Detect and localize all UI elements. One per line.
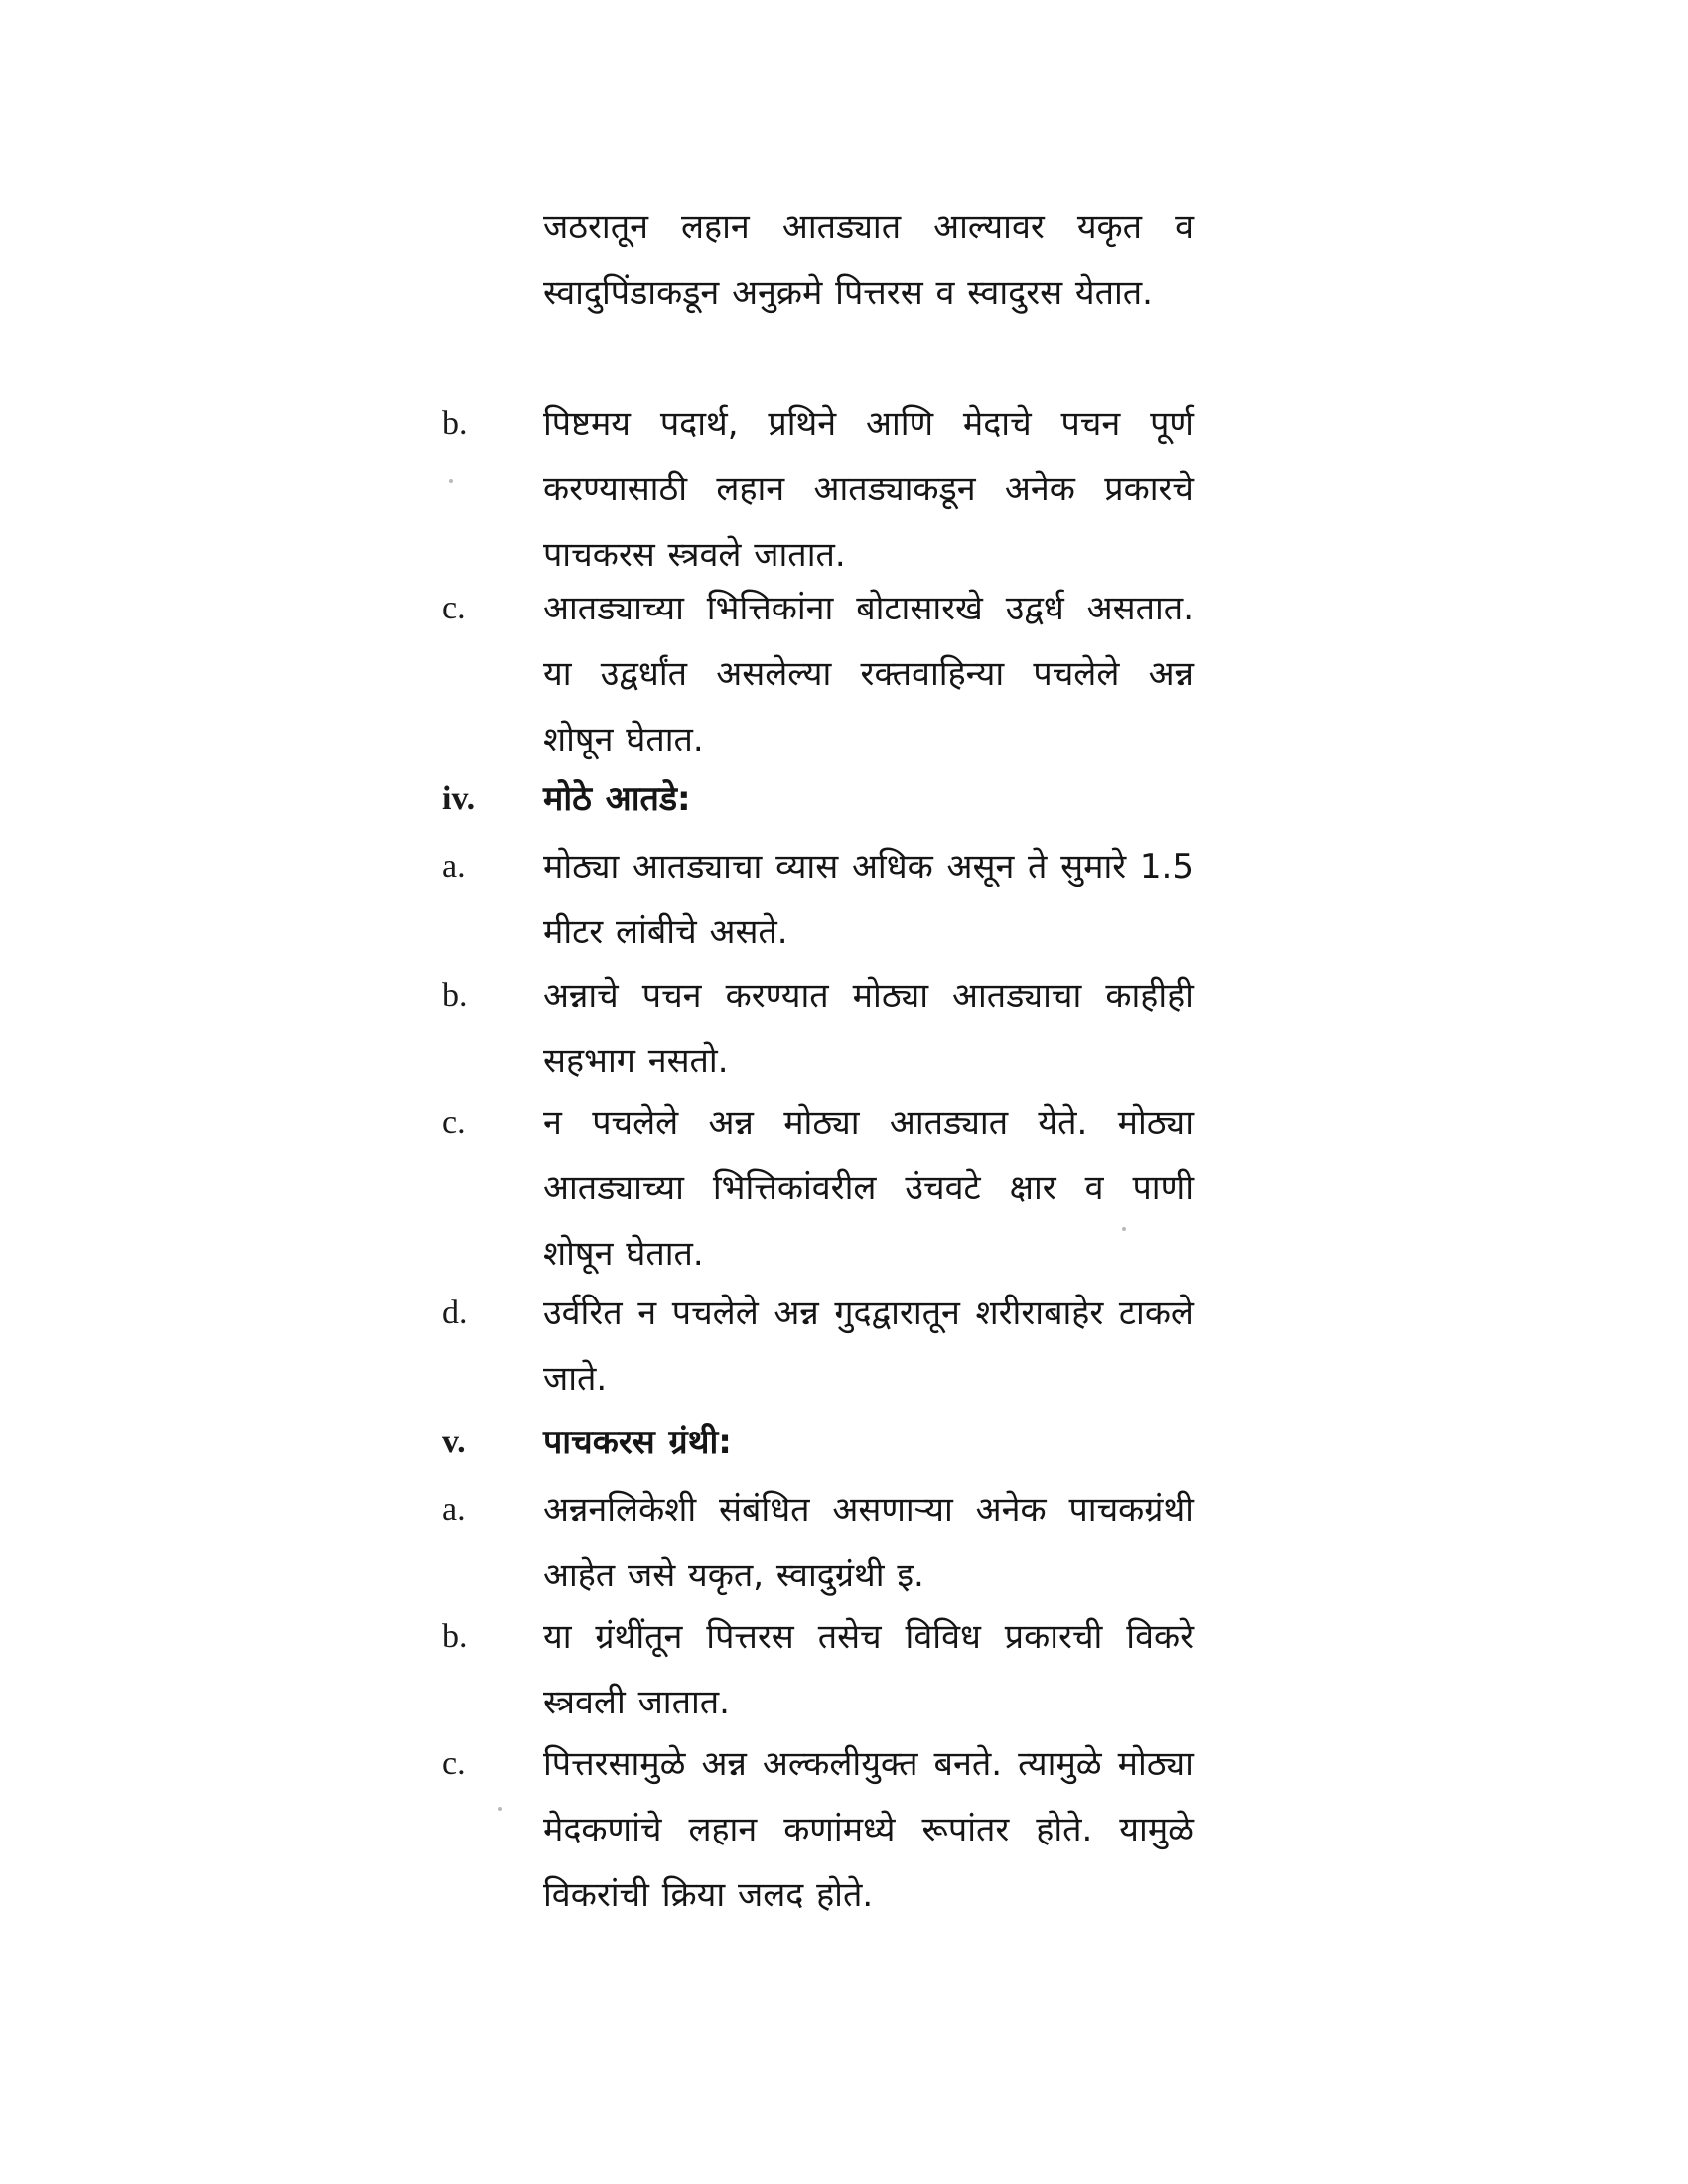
list-marker: b. [442,405,468,442]
list-item-text: मोठ्या आतड्याचा व्यास अधिक असून ते सुमारे 1.5 मीटर लांबीचे असते. [543,847,1194,952]
list-item-text: जठरातून लहान आतड्यात आल्यावर यकृत व स्वादुपिंडाकडून अनुक्रमे पित्तरस व स्वादुरस येतात. [543,207,1194,313]
list-item-text: अन्ननलिकेशी संबंधित असणाऱ्या अनेक पाचकग्रंथी आहेत जसे यकृत, स्वादुग्रंथी इ. [543,1490,1194,1595]
list-marker: c. [442,590,466,626]
list-item-text: पिष्टमय पदार्थ, प्रथिने आणि मेदाचे पचन पूर्ण करण्यासाठी लहान आतड्याकडून अनेक प्रकारचे पाचकरस स्त्रवले जातात. [543,404,1194,575]
list-marker: c. [442,1104,466,1141]
list-item-text: न पचलेले अन्न मोठ्या आतड्यात येते. मोठ्या आतड्याच्या भित्तिकांवरील उंचवटे क्षार व पाणी शोषून घेतात. [543,1103,1194,1274]
list-marker: b. [442,977,468,1014]
list-item-text: पित्तरसामुळे अन्न अल्कलीयुक्त बनते. त्यामुळे मोठ्या मेदकणांचे लहान कणांमध्ये रूपांतर होते. यामुळे विकरांची क्रिया जलद होते. [543,1744,1194,1915]
section-title: पाचकरस ग्रंथी: [543,1423,732,1462]
section-marker: v. [442,1424,466,1460]
list-marker: a. [442,1491,466,1528]
list-marker: c. [442,1745,466,1782]
list-item-text: या ग्रंथींतून पित्तरस तसेच विविध प्रकारची विकरे स्त्रवली जातात. [543,1617,1194,1722]
scan-speck [449,479,453,483]
list-marker: b. [442,1618,468,1655]
list-marker: a. [442,848,466,885]
section-title: मोठे आतडे: [543,779,691,819]
list-item-text: आतड्याच्या भित्तिकांना बोटासारखे उद्वर्ध असतात. या उद्वर्धांत असलेल्या रक्तवाहिन्या पचलेले अन्न शोषून घेतात. [543,589,1194,759]
list-marker: d. [442,1295,468,1331]
list-item-text: उर्वरित न पचलेले अन्न गुदद्वारातून शरीराबाहेर टाकले जाते. [543,1294,1194,1399]
scan-speck [1122,1227,1126,1231]
section-marker: iv. [442,780,476,817]
list-item-text: अन्नाचे पचन करण्यात मोठ्या आतड्याचा काहीही सहभाग नसतो. [543,976,1194,1081]
scan-speck [498,1807,502,1811]
